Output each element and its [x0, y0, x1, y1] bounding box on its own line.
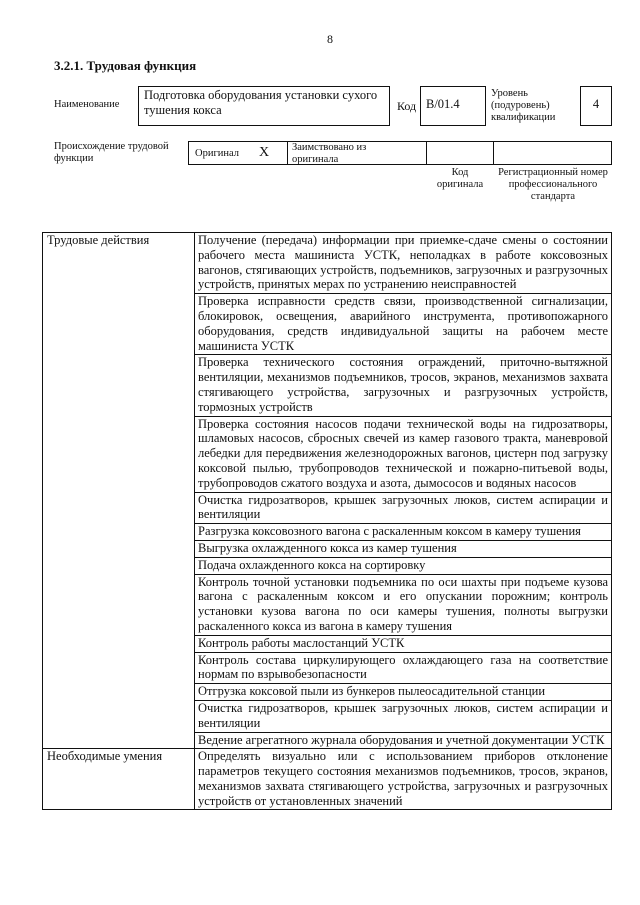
labor-action-item: Ведение агрегатного журнала оборудования и учетной документации УСТК [195, 732, 612, 749]
labor-action-item: Контроль состава циркулирующего охлаждающего газа на соответствие нормам по взрывобезопасности [195, 652, 612, 684]
labor-action-item: Получение (передача) информации при приемке-сдаче смены о состоянии рабочего места машиниста УСТК, неполадках в работе коксовозных вагонов, стягивающих устройств, подъемников, загрузочных и разгрузочных устройств, принятых мерах по устранению неисправностей [195, 233, 612, 294]
labor-action-item: Очистка гидрозатворов, крышек загрузочных люков, систем аспирации и вентиляции [195, 492, 612, 524]
code-original-cell [426, 141, 494, 165]
labor-actions-label: Трудовые действия [43, 233, 195, 749]
code-label: Код [397, 99, 417, 113]
level-label: Уровень (подуровень) квалификации [491, 88, 556, 123]
table-row [43, 233, 612, 294]
labor-action-item: Подача охлажденного кокса на сортировку [195, 557, 612, 574]
borrowed-cell [287, 141, 427, 165]
code-original-label: Код оригинала [436, 167, 484, 190]
origin-label: Происхождение трудовой функции [54, 141, 169, 164]
borrowed-label: Заимствовано из оригинала [292, 142, 367, 165]
labor-action-item: Очистка гидрозатворов, крышек загрузочных люков, систем аспирации и вентиляции [195, 700, 612, 732]
labor-action-item: Проверка состояния насосов подачи технической воды на гидрозатворы, шламовых насосов, сбросных свечей из камер газового тракта, маневровой лебедки для передвижения железнодорожных вагонов, цистерн под загрузку коксовой пылью, трубопроводов технической и пожарно-питьевой воды, трубопроводов сжатого воздуха и азота, дымососов и водяных насосов [195, 416, 612, 492]
labor-action-item: Контроль точной установки подъемника по оси шахты при подъеме кузова вагона с раскаленным коксом и его опускании порожним; контроль установки кузова вагона по оси камеры тушения, полноты выгрузки раскаленного кокса из вагона в камеру тушения [195, 574, 612, 635]
required-skills-label: Необходимые умения [43, 749, 195, 810]
labor-action-item: Разгрузка коксовозного вагона с раскаленным коксом в камеру тушения [195, 524, 612, 541]
code-value: B/01.4 [426, 97, 460, 111]
required-skill-item: Определять визуально или с использованием приборов отклонение параметров текущего состояния механизмов подъемников, тросов, экранов, механизмов захвата стягивающего устройства, загрузочных и разгрузочных устройств от установленных значений [195, 749, 612, 810]
level-value: 4 [592, 97, 600, 111]
labor-action-item: Отгрузка коксовой пыли из бункеров пылеосадительной станции [195, 684, 612, 701]
labor-function-table [42, 232, 612, 810]
labor-action-item: Проверка исправности средств связи, производственной сигнализации, блокировок, освещения, аварийного инструмента, противопожарного оборудования, средств индивидуальной защиты на рабочем месте машиниста УСТК [195, 294, 612, 355]
original-mark: X [259, 145, 270, 160]
labor-action-item: Выгрузка охлажденного кокса из камер тушения [195, 540, 612, 557]
reg-number-cell [493, 141, 612, 165]
page-number: 8 [327, 32, 333, 46]
labor-action-item: Проверка технического состояния ограждений, приточно-вытяжной вентиляции, механизмов подъемников, тросов, экранов, механизмов захвата стягивающего устройства, загрузочных и разгрузочных устройств, тормозных устройств [195, 355, 612, 416]
original-cell [188, 141, 288, 165]
labor-action-item: Контроль работы маслостанций УСТК [195, 635, 612, 652]
name-label: Наименование [54, 99, 120, 110]
original-label: Оригинал [195, 148, 239, 159]
level-box [580, 86, 612, 126]
table-row [43, 749, 612, 810]
reg-number-label: Регистрационный номер профессионального стандарта [498, 167, 608, 202]
code-box [420, 86, 486, 126]
section-title: 3.2.1. Трудовая функция [54, 58, 197, 73]
function-name: Подготовка оборудования установки сухого тушения кокса [144, 88, 378, 117]
function-name-box [138, 86, 390, 126]
